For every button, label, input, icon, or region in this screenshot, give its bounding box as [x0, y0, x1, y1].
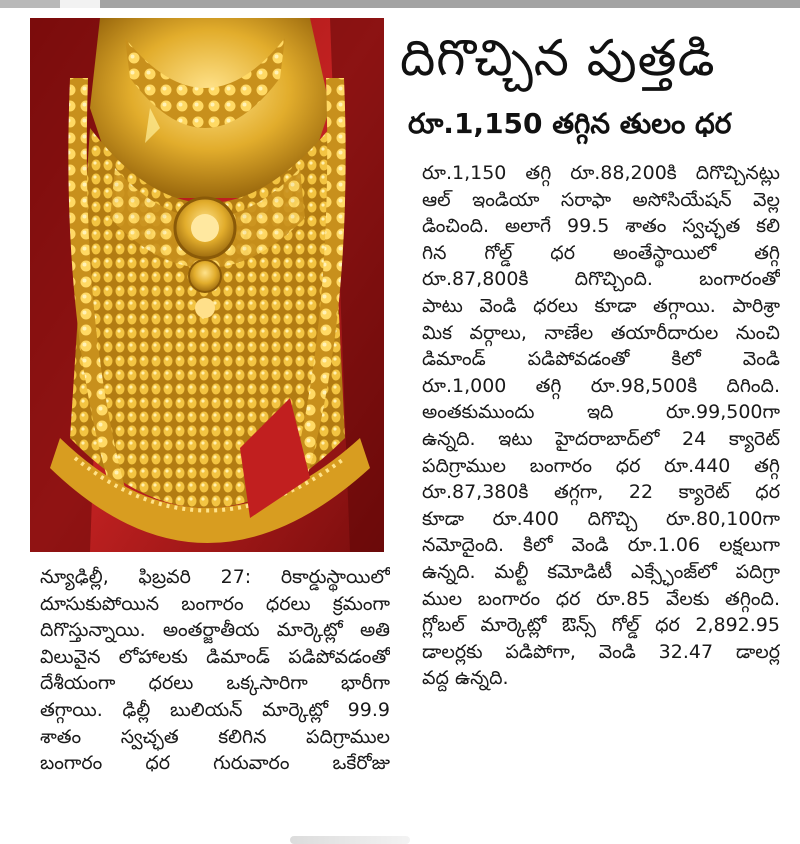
- page-edge-mark: [290, 836, 410, 844]
- body-line: పదిగ్రాముల బంగారం ధర రూ.440 తగ్గి: [422, 454, 780, 477]
- body-line: దేశీయంగా ధరలు ఒక్కసారిగా భారీగా: [40, 672, 390, 695]
- body-line: మిక వర్గాలు, నాణేల తయారీదారుల నుంచి: [422, 321, 780, 344]
- body-line: గ్లోబల్ మార్కెట్లో ఔన్స్ గోల్డ్ ధర 2,892.95: [422, 614, 780, 637]
- body-line: తగ్గాయి. ఢిల్లీ బులియన్ మార్కెట్లో 99.9: [40, 698, 390, 721]
- body-line: రూ.1,150 తగ్గి రూ.88,200కి దిగొచ్చినట్లు: [422, 162, 780, 184]
- dateline-line: న్యూఢిల్లీ, ఫిబ్రవరి 27: రికార్డుస్థాయిలో: [40, 566, 390, 588]
- body-line: వద్ద ఉన్నది.: [422, 667, 509, 690]
- article-body-right-column: [422, 160, 780, 830]
- body-line: రూ.1,000 తగ్గి రూ.98,500కి దిగింది.: [422, 374, 780, 397]
- body-line: పాటు వెండి ధరలు కూడా తగ్గాయి. పారిశ్రా: [422, 294, 780, 317]
- headline: దిగొచ్చిన పుత్తడి: [400, 29, 716, 87]
- body-line: అంతకుముందు ఇది రూ.99,500గా: [422, 401, 780, 424]
- body-line: కూడా రూ.400 దిగొచ్చి రూ.80,100గా: [422, 507, 780, 530]
- body-line: శాతం స్వచ్ఛత కలిగిన పదిగ్రాముల: [40, 725, 390, 748]
- body-line: దిగొస్తున్నాయి. అంతర్జాతీయ మార్కెట్లో అతి: [40, 619, 390, 642]
- body-line: డిమాండ్ పడిపోవడంతో కిలో వెండి: [422, 348, 780, 371]
- body-line: బంగారం ధర గురువారం ఒకేరోజు: [40, 752, 390, 775]
- body-line: రూ.87,380కి తగ్గగా, 22 క్యారెట్ ధర: [422, 481, 780, 504]
- body-line: ముల బంగారం ధర రూ.85 వేలకు తగ్గింది.: [422, 587, 780, 610]
- body-line: రూ.87,800కి దిగొచ్చింది. బంగారంతో: [422, 268, 780, 291]
- body-line: డాలర్లకు పడిపోగా, వెండి 32.47 డాలర్ల: [422, 640, 780, 663]
- article-body-left-column: [40, 564, 390, 814]
- body-line: డించింది. అలాగే 99.5 శాతం స్వచ్ఛత కలి: [422, 215, 780, 238]
- body-line: నమోదైంది. కిలో వెండి రూ.1.06 లక్షలుగా: [422, 534, 780, 557]
- gold-jewellery-photo: [30, 18, 384, 552]
- top-rule: [0, 0, 800, 8]
- body-line: విలువైన లోహాలకు డిమాండ్ పడిపోవడంతో: [40, 645, 390, 668]
- body-line: గిన గోల్డ్ ధర అంతేస్థాయిలో తగ్గి: [422, 241, 780, 264]
- body-line: ఆల్ ఇండియా సరాఫా అసోసియేషన్ వెల్ల: [422, 188, 780, 211]
- body-line: దూసుకుపోయిన బంగారం ధరలు క్రమంగా: [40, 592, 390, 615]
- body-line: ఉన్నది. ఇటు హైదరాబాద్‌లో 24 క్యారెట్: [422, 427, 780, 450]
- subheadline: రూ.1,150 తగ్గిన తులం ధర: [408, 107, 732, 140]
- body-line: ఉన్నది. మల్టీ కమోడిటీ ఎక్స్ఛేంజ్‌లో పదిగ్రా: [422, 560, 780, 583]
